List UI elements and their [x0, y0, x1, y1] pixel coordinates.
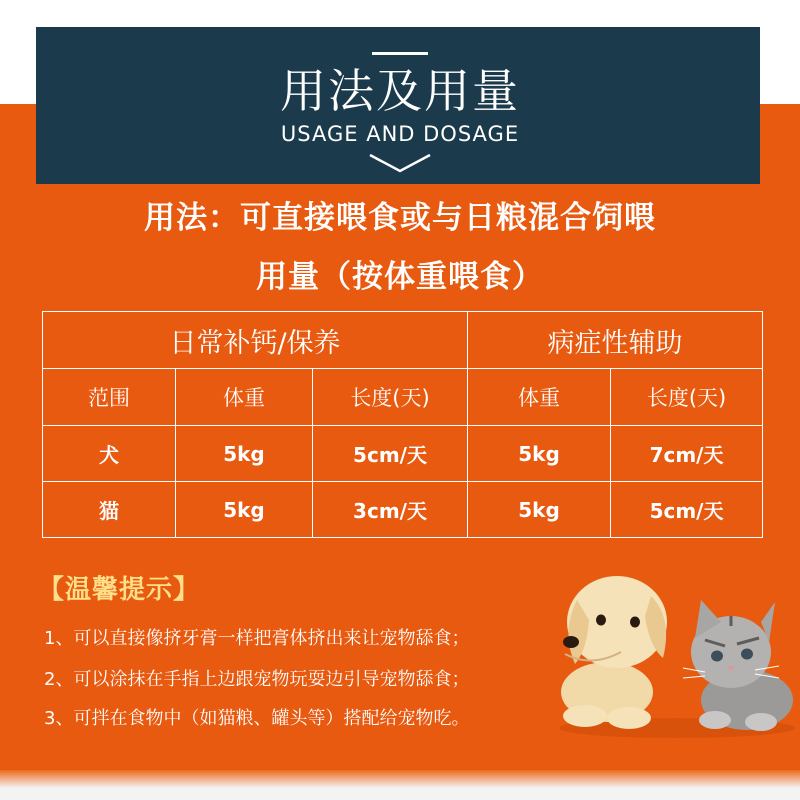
table-cell: 5cm/天	[611, 482, 763, 538]
banner-subtitle: USAGE AND DOSAGE	[280, 122, 520, 146]
table-row	[43, 426, 763, 482]
puppy-and-kitten-photo	[555, 560, 800, 740]
tips-title: 【温馨提示】	[38, 575, 201, 605]
usage-line: 用法：可直接喂食或与日粮混合饲喂	[144, 200, 656, 236]
table-group-row	[43, 312, 763, 369]
dosage-table	[42, 311, 763, 538]
table-cell: 7cm/天	[611, 426, 763, 482]
column-header-length: 长度(天)	[313, 369, 468, 426]
table-header-row	[43, 369, 763, 426]
table-cell: 5kg	[468, 426, 611, 482]
tip-item: 2、可以涂抹在手指上边跟宠物玩耍边引导宠物舔食；	[44, 669, 470, 690]
table-row	[43, 482, 763, 538]
bottom-strip	[0, 770, 800, 800]
tip-item: 1、可以直接像挤牙膏一样把膏体挤出来让宠物舔食；	[44, 628, 470, 649]
banner-title: 用法及用量	[280, 64, 520, 118]
group-header-illness: 病症性辅助	[468, 312, 763, 369]
table-cell: 5kg	[468, 482, 611, 538]
column-header-length: 长度(天)	[611, 369, 763, 426]
table-cell: 犬	[43, 426, 176, 482]
column-header-weight: 体重	[176, 369, 313, 426]
table-cell: 3cm/天	[313, 482, 468, 538]
dosage-line: 用量（按体重喂食）	[256, 259, 544, 295]
column-header-weight: 体重	[468, 369, 611, 426]
column-header-range: 范围	[43, 369, 176, 426]
tip-item: 3、可拌在食物中（如猫粮、罐头等）搭配给宠物吃。	[44, 708, 470, 729]
banner-top-line	[372, 52, 428, 55]
chevron-down-icon	[368, 152, 432, 174]
table-cell: 猫	[43, 482, 176, 538]
table-cell: 5cm/天	[313, 426, 468, 482]
group-header-daily: 日常补钙/保养	[43, 312, 468, 369]
table-cell: 5kg	[176, 426, 313, 482]
table-cell: 5kg	[176, 482, 313, 538]
